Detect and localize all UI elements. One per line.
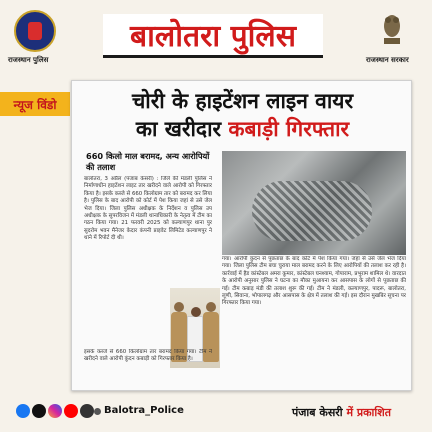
page-title-box <box>103 14 323 58</box>
article-column-2: गया। आरोपी कुंदन से पूछताछ के बाद कोर्ट में पेश किया गया। जहां से उसे जेल भेज दिया गया। जिला पुलिस टीम बचा चुराया माल बरामद करने के लिए आरोपियों की तलाश कर रही है। कार्रवाई में हैड कांस्टेबल अमरा कुमार, कांस्टेबल घनश्याम, गोपाराम, प्रभुराम शामिल थे। वारदात के आरोपी अनुसार पुलिस ने घटना का मौका मुआयना कर आसपास के लोगों से पूछताछ की गई। टीम कबाड़ मंडी की तलाश शुरू की गई। टीम ने मंडली, कल्याणपुर, पादरू, बालोतरा, लूणी, सिवाना, भोपालगढ़ और आसपास के क्षेत्र में तलाश की गई। इस दौरान मुखबिर सूचना पर गिरफ्तार किया गया। <box>222 256 406 307</box>
publisher-credit <box>292 405 391 420</box>
publisher-name: पंजाब केसरी <box>292 406 347 419</box>
handle-icon <box>94 408 101 415</box>
page-title: बालोतरा पुलिस <box>129 19 297 54</box>
x-icon[interactable] <box>32 404 46 418</box>
headline-line1: चोरी के हाइटेंशन लाइन वायर <box>131 89 354 113</box>
rajasthan-police-logo <box>14 10 56 52</box>
left-caption: राजस्थान पुलिस <box>8 56 49 64</box>
headline-line2-part1: का खरीदार <box>135 117 229 141</box>
publisher-suffix: में प्रकाशित <box>346 406 391 419</box>
newspaper-clipping <box>71 80 412 391</box>
social-handle[interactable]: Balotra_Police <box>104 405 184 416</box>
seized-wire-photo <box>222 151 406 255</box>
article-column-1: बालोतरा, 3 अप्रैल (पंजाब केसरी) : जिले की मंडली पुलिस ने निर्माणाधीन हाइटेंशन लाइट तार खरीदने वाले आरोपी को गिरफ्तार किया है। इसके कब्जे से 660 किलोग्राम तार को बरामद कर लिया है। पुलिस के बाद आरोपी को कोर्ट में पेश किया जहां से उसे जेल भेज दिया। जिला पुलिस अधीक्षक के निर्देशन व पुलिस उप अधीक्षक के सुपरविजन में मंडली थानाधिकारी के नेतृत्व में टीम का गठन किया गया। 21 फरवरी 2025 को कल्याणपुर थाना पुर सुदरोम भवन मैनेजर केदार कंपनी प्राइवेट लिमिटेड कल्याणपुर ने थाने में रिपोर्ट दी थी। <box>84 176 212 242</box>
youtube-icon[interactable] <box>64 404 78 418</box>
news-window-tab[interactable]: न्यूज विंडो <box>0 92 70 116</box>
instagram-icon[interactable] <box>48 404 62 418</box>
ashoka-emblem-icon <box>380 12 404 46</box>
threads-icon[interactable] <box>80 404 94 418</box>
subheadline: 660 किलो माल बरामद, अन्य आरोपियों की तलाश <box>86 151 210 172</box>
headline-line2-part2: कबाड़ी गिरफ्तार <box>228 117 350 141</box>
headline-line2 <box>80 115 405 143</box>
facebook-icon[interactable] <box>16 404 30 418</box>
article-column-1-bottom: इसके कब्जे से 660 किलोग्राम तार बरामद किया गया। टीम ने खरीदने वाले आरोपी कुंदन कबाड़ी को गिरफ्तार किया है। <box>84 349 212 363</box>
right-caption: राजस्थान सरकार <box>366 56 409 64</box>
